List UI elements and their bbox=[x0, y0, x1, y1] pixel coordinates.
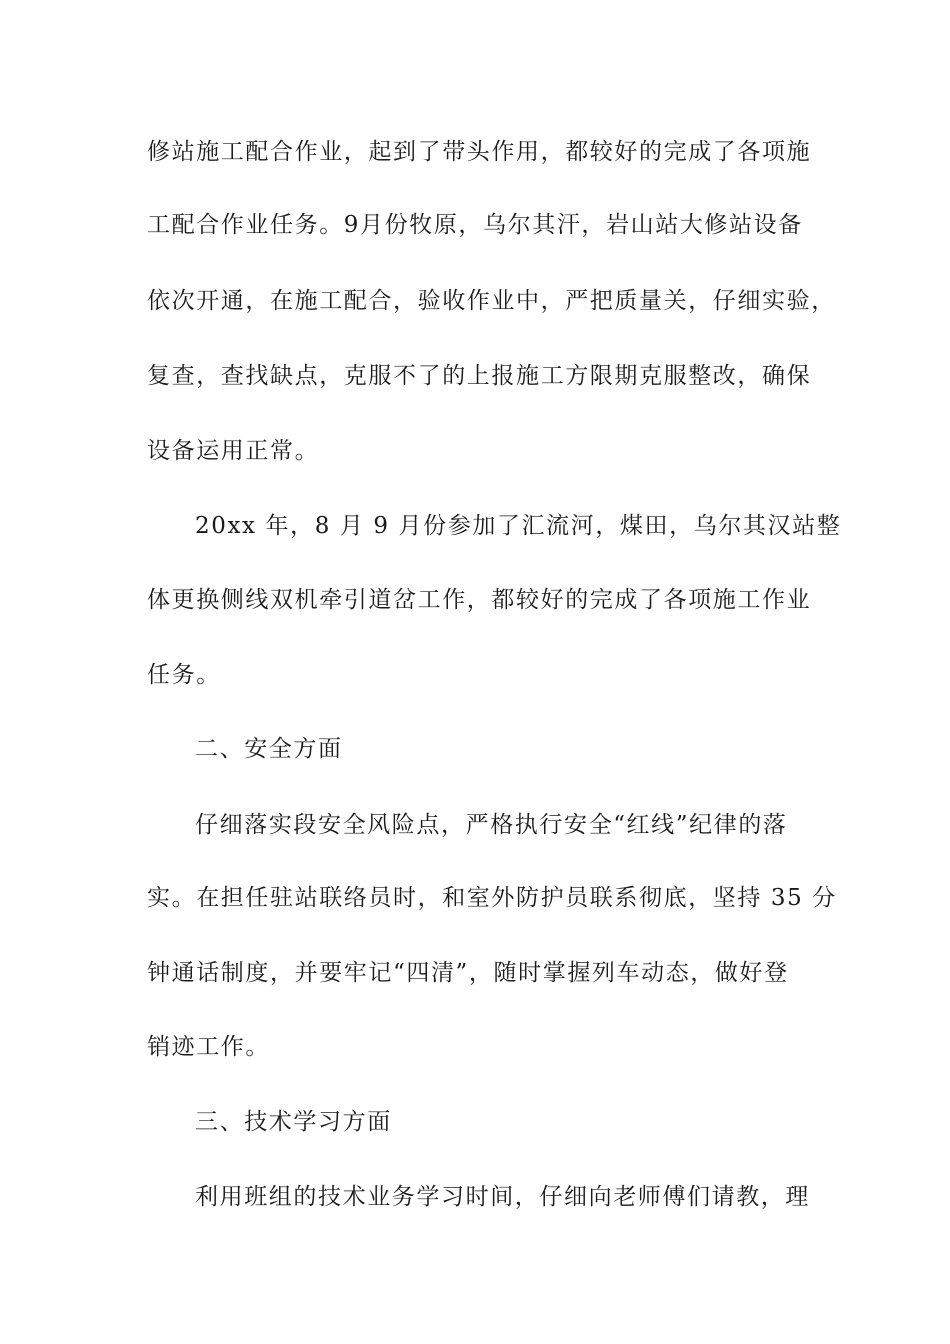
paragraph-line: 体更换侧线双机牵引道岔工作，都较好的完成了各项施工作业 bbox=[147, 587, 812, 613]
paragraph-line: 20xx 年，8 月 9 月份参加了汇流河，煤田，乌尔其汉站整 bbox=[195, 513, 842, 539]
paragraph-line: 任务。 bbox=[147, 662, 221, 688]
paragraph-line: 实。在担任驻站联络员时，和室外防护员联系彻底，坚持 35 分 bbox=[147, 885, 837, 911]
paragraph-line: 设备运用正常。 bbox=[147, 438, 320, 464]
paragraph-line: 复查，查找缺点，克服不了的上报施工方限期克服整改，确保 bbox=[147, 363, 812, 389]
paragraph-line: 利用班组的技术业务学习时间，仔细向老师傅们请教，理 bbox=[195, 1184, 810, 1210]
paragraph-line: 修站施工配合作业，起到了带头作用，都较好的完成了各项施 bbox=[147, 139, 812, 165]
section-heading-safety: 二、安全方面 bbox=[195, 736, 343, 762]
paragraph-line: 工配合作业任务。9月份牧原，乌尔其汗，岩山站大修站设备 bbox=[147, 212, 803, 238]
paragraph-line: 依次开通，在施工配合，验收作业中，严把质量关，仔细实验， bbox=[147, 288, 836, 314]
paragraph-line: 销迹工作。 bbox=[147, 1034, 270, 1060]
paragraph-line: 仔细落实段安全风险点，严格执行安全“红线”纪律的落 bbox=[195, 812, 788, 838]
section-heading-technical-study: 三、技术学习方面 bbox=[195, 1109, 392, 1135]
paragraph-line: 钟通话制度，并要牢记“四清”，随时掌握列车动态，做好登 bbox=[147, 960, 789, 986]
